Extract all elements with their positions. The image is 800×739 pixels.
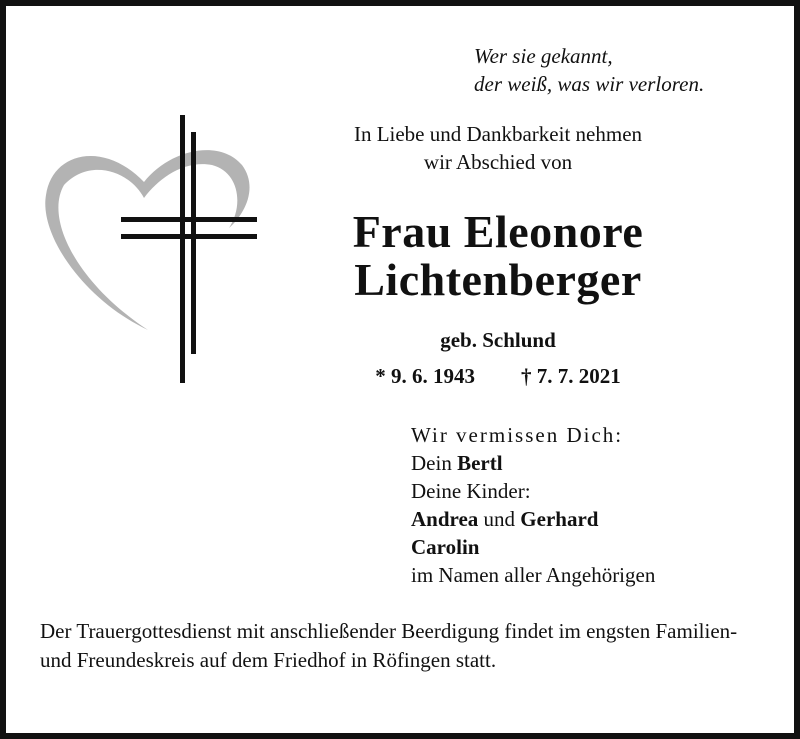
intro-line-1: In Liebe und Dankbarkeit nehmen <box>353 122 643 146</box>
quote-line-1: Wer sie gekannt, <box>474 44 613 68</box>
name-line-1: Frau Eleonore <box>352 206 644 257</box>
child-name-2: Gerhard <box>520 507 599 531</box>
spouse-line <box>411 449 781 477</box>
name-line-2: Lichtenberger <box>354 254 642 305</box>
child-name-1: Andrea <box>411 507 479 531</box>
heart-cross-icon <box>44 110 264 390</box>
children-line <box>411 505 781 533</box>
children-label: Deine Kinder: <box>411 479 531 503</box>
spouse-name: Bertl <box>457 451 503 475</box>
heart-outline <box>45 150 249 330</box>
maiden-name: geb. Schlund <box>440 328 556 352</box>
death-date: † 7. 7. 2021 <box>521 364 621 388</box>
children-connector: und <box>478 507 521 531</box>
birth-date: * 9. 6. 1943 <box>375 364 475 388</box>
funeral-notice: Der Trauergottesdienst mit anschließender Beerdigung findet im engsten Familien- und Freundeskreis auf dem Friedhof in Röfingen statt. <box>40 619 738 672</box>
intro-line-2: wir Abschied von <box>423 150 573 174</box>
intro-text <box>268 120 728 176</box>
spouse-prefix: Dein <box>411 451 458 475</box>
mourners-list <box>411 421 781 589</box>
quote-line-2: der weiß, was wir verloren. <box>474 72 705 96</box>
mourners-closing: im Namen aller Angehörigen <box>411 563 656 587</box>
life-dates <box>268 362 728 390</box>
epitaph-quote <box>474 42 774 98</box>
deceased-name <box>268 208 728 304</box>
mourners-heading: Wir vermissen Dich: <box>411 423 624 447</box>
grandchild-name: Carolin <box>411 535 480 559</box>
